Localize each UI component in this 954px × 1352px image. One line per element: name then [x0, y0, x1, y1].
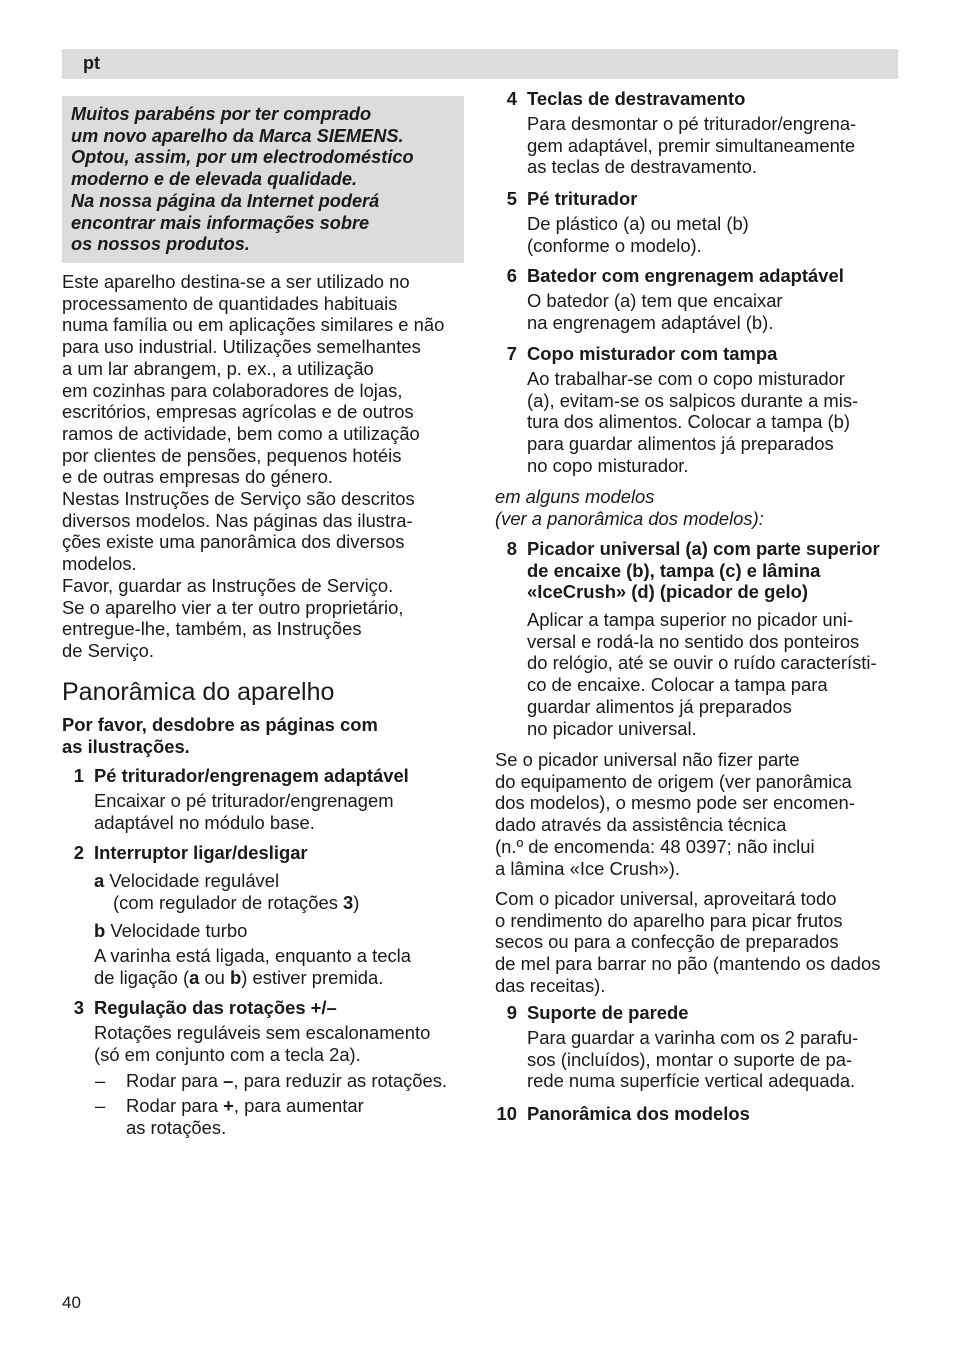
item-number: 6 — [506, 265, 517, 286]
item-title: Pé triturador/engrenagem adaptável — [94, 765, 409, 786]
bullet-item — [126, 1070, 447, 1092]
option-a-detail — [113, 892, 359, 914]
item-body: O batedor (a) tem que encaixar na engrenagem adaptável (b). — [527, 290, 783, 333]
bullet-item — [126, 1095, 364, 1138]
item-number: 2 — [73, 842, 84, 863]
language-label: pt — [83, 53, 100, 73]
item-body-bold-a: a — [189, 966, 200, 988]
bullet-dash: – — [95, 1095, 106, 1116]
item-body: Para desmontar o pé triturador/engrena- gem adaptável, premir simultaneamente as teclas de destravamento. — [527, 113, 857, 178]
bullet-text: , para aumentar as rotações. — [126, 1095, 364, 1138]
bullet-dash: – — [95, 1070, 106, 1091]
item-body-text: A varinha está ligada, enquanto a tecla de ligação ( — [94, 945, 411, 988]
bullet-bold: + — [223, 1095, 234, 1116]
item-number: 3 — [73, 997, 84, 1018]
item-number: 8 — [506, 538, 517, 559]
intro-paragraph: Este aparelho destina-se a ser utilizado no processamento de quantidades habituais numa família ou em aplicações similares e não para uso industrial. Utilizações semelhantes a um lar abrangem, p. ex., a utilização em cozinhas para colaboradores de lojas, escritórios, empresas agrícolas e de outros ramos de actividade, bem como a utilização por clientes de pensões, pequenos hotéis e de outras empresas do género. Nestas Instruções de Serviço são descritos diversos modelos. Nas páginas das ilustra- ções existe uma panorâmica dos diversos modelos. Favor, guardar as Instruções de Serviço. Se o aparelho vier a ter outro proprietário, entregue-lhe, também, as Instruções de Serviço. — [62, 271, 445, 661]
item-number: 7 — [506, 343, 517, 364]
option-a-detail-bold: 3 — [343, 892, 354, 913]
option-a-detail-text: (com regulador de rotações — [113, 892, 343, 913]
item-title: Copo misturador com tampa — [527, 343, 778, 364]
item-body-text: ou — [199, 966, 231, 988]
item-number: 9 — [506, 1002, 517, 1023]
option-a-text: Velocidade regulável — [104, 870, 280, 891]
bullet-text: , para reduzir as rotações. — [233, 1070, 447, 1091]
item-number: 10 — [496, 1103, 517, 1124]
item-title: Panorâmica dos modelos — [527, 1103, 750, 1124]
item-title: Pé triturador — [527, 188, 638, 209]
item-number: 5 — [506, 188, 517, 209]
item-body-bold-b: b — [230, 966, 242, 988]
option-b — [94, 920, 247, 942]
bullet-text: Rodar para — [126, 1070, 224, 1091]
item-body: Rotações reguláveis sem escalonamento (só em conjunto com a tecla 2a). — [94, 1022, 431, 1065]
item-body: Aplicar a tampa superior no picador uni- versal e rodá-la no sentido dos ponteiros do relógio, até se ouvir o ruído característi- co de encaixe. Colocar a tampa para guardar alimentos já preparados no picador universal. — [527, 609, 877, 739]
option-b-text: Velocidade turbo — [105, 920, 248, 941]
item-body: De plástico (a) ou metal (b) (conforme o modelo). — [527, 213, 749, 256]
intro-box — [62, 96, 464, 263]
item-body: Encaixar o pé triturador/engrenagem adaptável no módulo base. — [94, 790, 394, 833]
item-title: Regulação das rotações +/– — [94, 997, 337, 1018]
item-number: 1 — [73, 765, 84, 786]
item-body — [94, 945, 411, 988]
page-number: 40 — [62, 1293, 81, 1312]
item-title: Picador universal (a) com parte superior de encaixe (b), tampa (c) e lâmina «IceCrush» (d) (picador de gelo) — [527, 538, 880, 603]
option-a-label: a — [94, 870, 105, 891]
language-header-bar — [62, 49, 898, 79]
item-title: Suporte de parede — [527, 1002, 689, 1023]
item-body-text: ) estiver premida. — [241, 966, 384, 988]
option-b-label: b — [94, 920, 106, 941]
paragraph: Se o picador universal não fizer parte do equipamento de origem (ver panorâmica dos modelos), o mesmo pode ser encomen- dado através da assistência técnica (n.º de encomenda: 48 0397; não inclui a lâmina «Ice Crush»). — [495, 749, 855, 879]
models-note: em alguns modelos (ver a panorâmica dos modelos): — [495, 486, 764, 529]
item-title: Teclas de destravamento — [527, 88, 746, 109]
paragraph: Com o picador universal, aproveitará todo o rendimento do aparelho para picar frutos secos ou para a confecção de preparados de mel para barrar no pão (mantendo os dados das receitas). — [495, 888, 881, 996]
item-body: Para guardar a varinha com os 2 parafu- sos (incluídos), montar o suporte de pa- rede numa superfície vertical adequada. — [527, 1027, 859, 1092]
section-heading: Panorâmica do aparelho — [62, 678, 335, 706]
item-title: Batedor com engrenagem adaptável — [527, 265, 844, 286]
option-a — [94, 870, 279, 892]
bullet-bold: – — [223, 1070, 234, 1091]
section-subheading: Por favor, desdobre as páginas com as ilustrações. — [62, 714, 378, 757]
intro-text: Muitos parabéns por ter comprado um novo aparelho da Marca SIEMENS. Optou, assim, por um electrodoméstico moderno e de elevada qualidade. Na nossa página da Internet poderá encontrar mais informações sobre os nossos produtos. — [71, 104, 414, 255]
item-title: Interruptor ligar/desligar — [94, 842, 308, 863]
item-number: 4 — [506, 88, 517, 109]
option-a-detail-close: ) — [353, 892, 360, 913]
item-body: Ao trabalhar-se com o copo misturador (a), evitam-se os salpicos durante a mis- tura dos alimentos. Colocar a tampa (b) para guardar alimentos já preparados no copo misturador. — [527, 368, 859, 476]
bullet-text: Rodar para — [126, 1095, 224, 1116]
